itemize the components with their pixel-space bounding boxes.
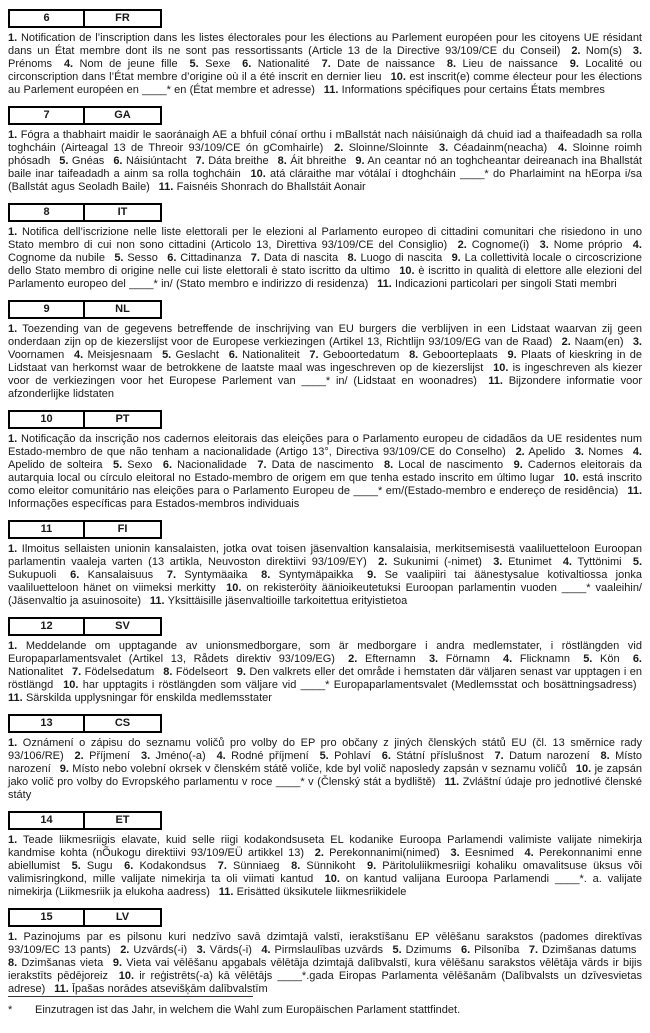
language-section [8, 300, 642, 401]
section-text: 1. Notification de l’inscription dans les listes électorales pour les élections au Parlement européen pour les citoyens UE résidant dans un État membre dont ils ne sont pas ressortissants (Article 13 de la Directive 93/109/CE du Conseil) 2. Nom(s) 3. Prénoms 4. Nom de jeune fille 5. Sexe 6. Nationalité 7. Date de naissance 8. Lieu de naissance 9. Localité ou circonscription dans l’État membre d’origine où il a été inscrit en dernier lieu 10. est inscrit(e) comme électeur pour les élections au Parlement européen en ____* en (État membre et adresse) 11. Informations spécifiques pour certains États membres [8, 32, 643, 96]
section-language-code: ET [115, 814, 130, 826]
section-header-box [8, 908, 162, 927]
section-header-box [8, 520, 162, 539]
language-section [8, 203, 642, 291]
section-number: 10 [10, 412, 85, 427]
section-language-code: FR [115, 12, 130, 24]
footnote-line [8, 1004, 642, 1017]
language-section [8, 9, 642, 97]
footnote-text: Einzutragen ist das Jahr, in welchem die Wahl zum Europäischen Parlament stattfindet. [35, 1004, 461, 1016]
language-section [8, 410, 642, 511]
language-section [8, 520, 642, 608]
section-text: 1. Fógra a thabhairt maidir le saoránaigh AE a bhfuil cónaí orthu i mBallstát nach náisiúnaigh dá chuid iad a thaifeadadh sa rolla toghcháin (Airteagal 13 de Threoir 93/109/CE ón gComhairle) 2. Sloinne/Sloinnte 3. Céadainm(neacha) 4. Sloinne roimh phósadh 5. Gnéas 6. Náisiúntacht 7. Dáta breithe 8. Áit bhreithe 9. An ceantar nó an toghcheantar deireanach ina Bhallstát baile inar taifeadadh a ainm sa rolla toghcháin 10. atá cláraithe mar vótálaí i dtoghcháin ____* do Pharlaimint na hEorpa i/sa (Ballstát agus Seoladh Baile) 11. Faisnéis Shonrach do Bhallstáit Aonair [8, 129, 643, 193]
footnote-divider [8, 996, 253, 997]
section-text: 1. Oznámení o zápisu do seznamu voličů pro volby do EP pro občany z jiných členských států EU (čl. 13 směrnice rady 93/106/RE) 2. Příjmení 3. Jméno(-a) 4. Rodné příjmení 5. Pohlaví 6. Státní příslušnost 7. Datum narození 8. Místo narození 9. Místo nebo volební okrsek v členském státě voliče, kde byl volič naposledy zapsán v seznamu voličů 10. je zapsán jako volič pro volby do Evropského parlamentu v roce ____* v (Členský stát a bydliště) 11. Zvláštní údaje pro jednotlivé členské státy [8, 737, 643, 801]
footnote-marker: * [8, 1004, 13, 1016]
footnote [8, 996, 642, 1017]
section-text: 1. Teade liikmesriigis elavate, kuid selle riigi kodakondsuseta EL kodanike Euroopa Parlamendi valimiste valijate nimekirja kandmise kohta (nÕukogu direktiivi 93/109/EÜ artikkel 13) 2. Perekonnanimi(nimed) 3. Eesnimed 4. Perekonnanimi enne abiellumist 5. Sugu 6. Kodakondsus 7. Sünniaeg 8. Sünnikoht 9. Päritoluliikmesriigi kohaliku omavalitsuse üksus või valimisringkond, mille valijate nimekirja ta oli viimati kantud 10. on kantud valijana Euroopa Parlamendi ____*. a. valijate nimekirja (Liikmesriik ja elukoha aadress) 11. Erisätted üksikutele liikmesriikidele [8, 834, 643, 898]
section-number: 9 [10, 302, 85, 317]
section-header-box [8, 714, 162, 733]
section-text: 1. Notificação da inscrição nos cadernos eleitorais das eleições para o Parlamento europeu de cidadãos da UE residentes num Estado-membro de que não tenham a nacionalidade (Artigo 13°, Directiva 93/109/CE do Conselho) 2. Apelido 3. Nomes 4. Apelido de solteira 5. Sexo 6. Nacionalidade 7. Data de nascimento 8. Local de nascimento 9. Cadernos eleitorais da autarquia local ou círculo eleitoral no Estado-membro de origem em que tenha estado inscrito em último lugar 10. está inscrito como eleitor comunitário nas eleições para o Parlamento Europeu de ____* em/(Estado-membro e endereço de residência) 11. Informações específicas para Estados-membros individuais [8, 433, 643, 510]
language-section [8, 908, 642, 996]
section-header-box [8, 811, 162, 830]
language-section [8, 106, 642, 194]
section-language-code: CS [114, 717, 131, 729]
section-language-code: FI [117, 523, 128, 535]
section-number: 13 [10, 716, 85, 731]
section-header-box [8, 300, 162, 319]
section-header-box [8, 203, 162, 222]
section-number: 12 [10, 619, 85, 634]
section-text: 1. Pazinojums par es pilsonu kuri nedzīvo savā dzimtajā valstī, ierakstīšanu EP vēlēšanu sarakstos (padomes direktīvas 93/109/EC 13 pants) 2. Uzvārds(-i) 3. Vārds(-i) 4. Pirmslaulības uzvārds 5. Dzimums 6. Pilsonība 7. Dzimšanas datums 8. Dzimšanas vieta 9. Vieta vai vēlēšanu apgabals vēlētāja dzimtajā dalībvalstī, kura vēlēšanu sarakstos vēlētāja vārds ir bijis ierakstīts pēdējoreiz 10. ir reģistrēts(-a) kā vēlētājs ____*.gada Eiropas Parlamenta vēlēšanām (Dalībvalsts un dzīvesvietas adrese) 11. Īpašas norādes atsevišķām dalībvalstīm [8, 931, 642, 995]
section-header-box [8, 106, 162, 125]
sections-container [8, 9, 642, 996]
section-language-code: GA [114, 109, 131, 121]
section-language-code: LV [115, 911, 130, 923]
section-text: 1. Notifica dell’iscrizione nelle liste elettorali per le elezioni al Parlamento europeo di cittadini comunitari che risiedono in uno Stato membro di cui non sono cittadini (Articolo 13, Direttiva 93/109/CE del Consiglio) 2. Cognome(i) 3. Nome próprio 4. Cognome da nubile 5. Sesso 6. Cittadinanza 7. Data di nascita 8. Luogo di nascita 9. La collettività locale o circoscrizione dello Stato membro di origine nelle cui liste elettorali è stato iscritto da ultimo 10. è iscritto in qualità di elettore alle elezioni del Parlamento europeo del ____* in/ (Stato membro e indirizzo di residenza) 11. Indicazioni particolari per singoli Stati membri [8, 226, 642, 290]
section-language-code: SV [115, 620, 130, 632]
section-text: 1. Ilmoitus sellaisten unionin kansalaisten, jotka ovat toisen jäsenvaltion kansalaisia, merkitsemisestä vaaliluetteloon Euroopan parlamentin vaaleja varten (13 artikla, Neuvoston direktiivi 93/109/EY) 2. Sukunimi (-nimet) 3. Etunimet 4. Tyttönimi 5. Sukupuoli 6. Kansalaisuus 7. Syntymäaika 8. Syntymäpaikka 9. Se vaalipiiri tai äänestysalue kotivaltiossa jonka vaaliluetteloon hänet on viimeksi merkitty 10. on rekisteröity äänioikeutetuksi Euroopan parlamentin vuoden ____* vaaleihin/ (Jäsenvaltio ja asuinosoite) 11. Yksittäisille jäsenvaltioille tarkoitettua erityistietoa [8, 543, 643, 607]
language-section [8, 714, 642, 802]
section-number: 6 [10, 11, 85, 26]
language-section [8, 617, 642, 705]
section-header-box [8, 410, 162, 429]
section-number: 7 [10, 108, 85, 123]
section-language-code: NL [115, 303, 130, 315]
section-number: 14 [10, 813, 85, 828]
section-number: 15 [10, 910, 85, 925]
section-language-code: PT [115, 413, 130, 425]
section-header-box [8, 617, 162, 636]
section-text: 1. Meddelande om upptagande av unionsmedborgare, som är medborgare i andra medlemstater, i röstlängden vid Europaparlamentsvalet (Artikel 13, Rådets direktiv 93/109/EG) 2. Efternamn 3. Förnamn 4. Flicknamn 5. Kön 6. Nationalitet 7. Födelsedatum 8. Födelseort 9. Den valkrets eller det område i hemstaten där väljaren senast var upptagen i en röstlängd 10. har upptagits i röstlängden som väljare vid ____* Europaparlamentsvalet (Medlemsstat och bosättningsadress) 11. Särskilda upplysningar för enskilda medlemsstater [8, 640, 642, 704]
section-number: 8 [10, 205, 85, 220]
language-section [8, 811, 642, 899]
section-number: 11 [10, 522, 85, 537]
section-language-code: IT [117, 206, 128, 218]
section-text: 1. Toezending van de gegevens betreffende de inschrijving van EU burgers die verblijven in een Lidstaat waarvan zij geen onderdaan zijn op de kiezerslijst voor de Europese verkiezingen (Artikel 13, Richtlijn 93/109/EG van de Raad) 2. Naam(en) 3. Voornamen 4. Meisjesnaam 5. Geslacht 6. Nationaliteit 7. Geboortedatum 8. Geboorteplaats 9. Plaats of kieskring in de Lidstaat van herkomst waar de betrokkene de laatste maal was ingeschreven op de kiezerslijst 10. is ingeschreven als kiezer voor de verkiezingen voor het Europese Parlement van ____* in/ (Lidstaat en woonadres) 11. Bijzondere informatie voor afzonderlijke lidstaten [8, 323, 642, 400]
section-header-box [8, 9, 162, 28]
